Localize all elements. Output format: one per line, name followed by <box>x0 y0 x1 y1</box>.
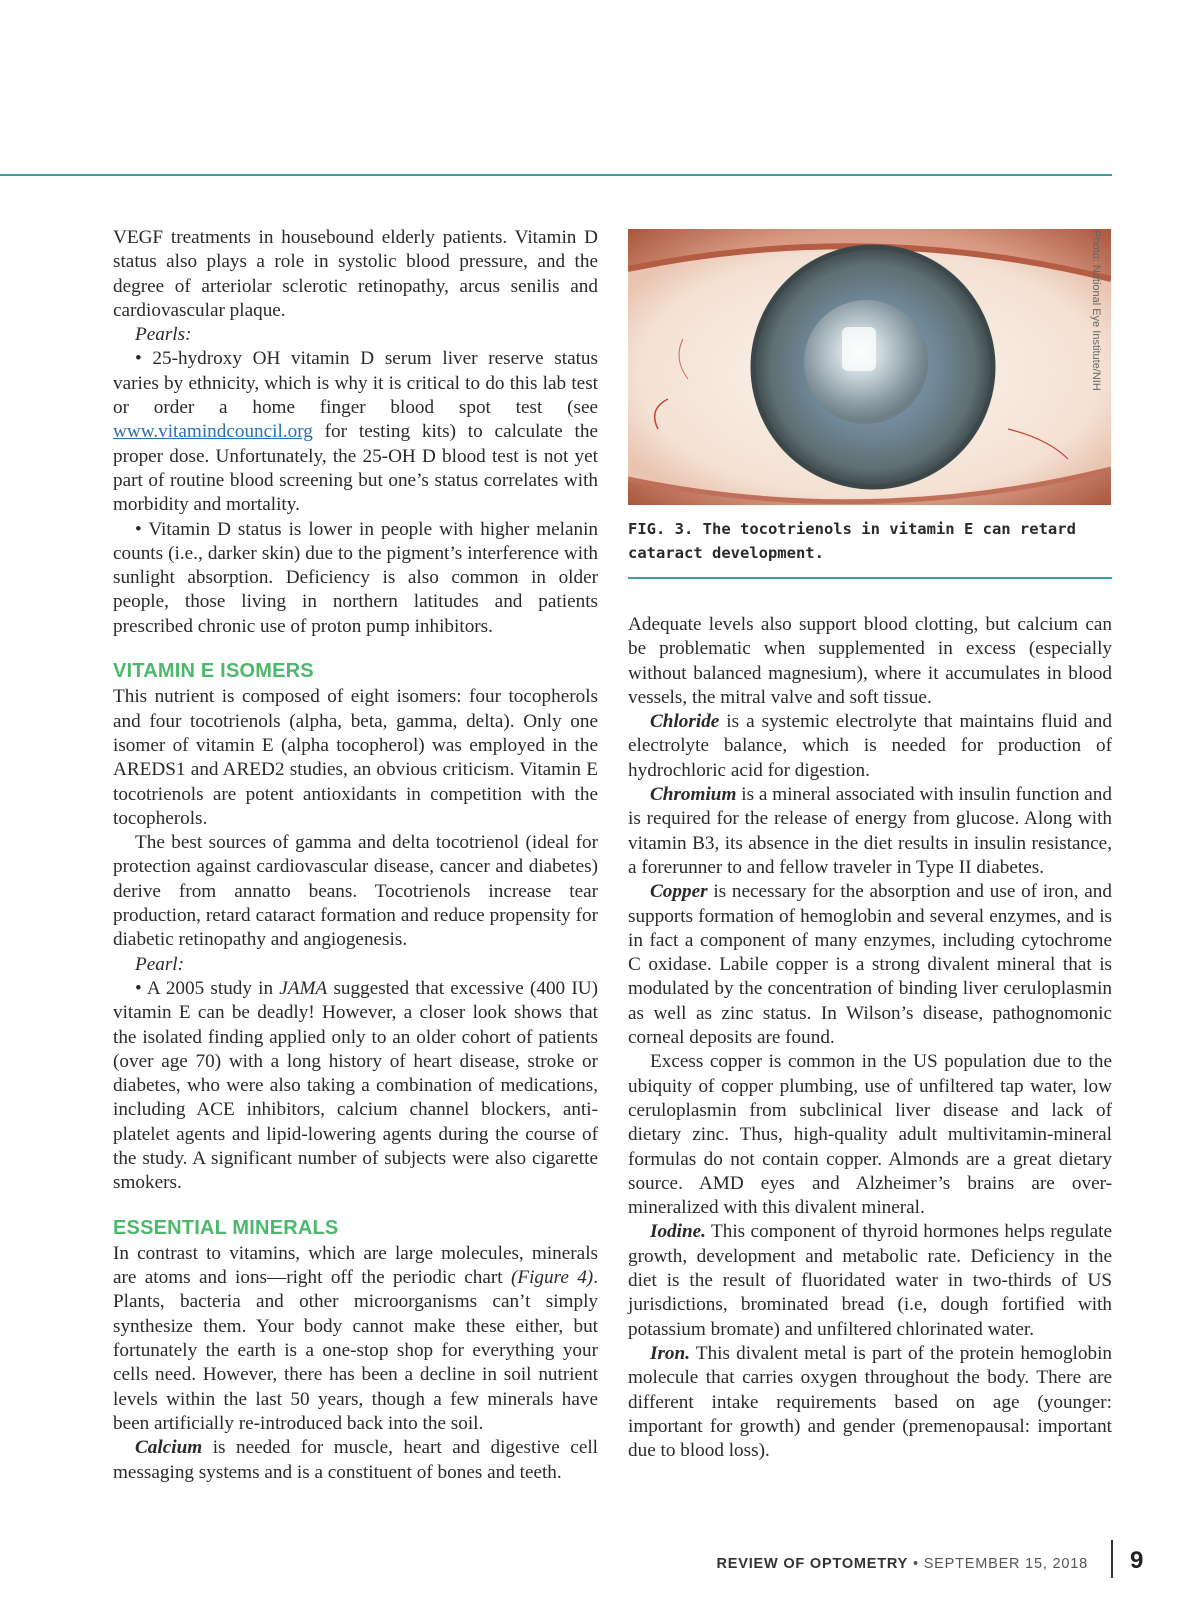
vitamin-e-paragraph-2: The best sources of gamma and delta tocotrienol (ideal for protection against cardiovascular disease, cancer and diabetes) derive from annatto beans. Tocotrienols increase tear production, retard cataract formation and reduce propensity for diabetic retinopathy and angiogenesis. <box>113 832 598 951</box>
minerals-text-b: . Plants, bacteria and other microorganisms can’t simply synthesize them. Your body cannot make these either, but fortunately the earth is a one-stop shop for everything your cells need. However, there has been a decline in soil nutrient levels within the last 50 years, though a few minerals have been artificially re-introduced back into the soil. <box>113 1267 598 1434</box>
chromium-paragraph <box>628 783 1112 880</box>
chromium-term: Chromium <box>650 784 737 806</box>
calcium-text: is needed for muscle, heart and digestive cell messaging systems and is a constituent of bones and teeth. <box>113 1437 598 1483</box>
bullet1-text-a: • 25-hydroxy OH vitamin D serum liver reserve status varies by ethnicity, which is why it is critical to do this lab test or order a home finger blood spot test (see <box>113 348 598 419</box>
vitamindcouncil-link[interactable]: www.vitamindcouncil.org <box>113 421 313 443</box>
jama-text-b: suggested that excessive (400 IU) vitamin E can be deadly! However, a closer look shows that the isolated finding applied only to an older cohort of patients (over age 70) with a long history of heart disease, stroke or diabetes, who were also taking a combination of medications, including ACE inhibitors, calcium channel blockers, anti-platelet agents and lipid-lowering agents during the course of the study. A significant number of subjects were also cigarette smokers. <box>113 977 598 1194</box>
iron-paragraph <box>628 1342 1112 1463</box>
right-column <box>628 613 1112 1463</box>
header-rule <box>0 174 1112 176</box>
figure-4-ref: (Figure 4) <box>510 1267 594 1289</box>
copper-paragraph <box>628 880 1112 1050</box>
photo-credit: Photo: National Eye Institute/NIH <box>1090 230 1102 391</box>
publication-name: REVIEW OF OPTOMETRY <box>716 1556 909 1572</box>
eye-image <box>628 229 1111 505</box>
left-column <box>113 226 598 1485</box>
heading-vitamin-e-isomers: VITAMIN E ISOMERS <box>113 660 314 683</box>
pearl-label: Pearl: <box>135 953 185 975</box>
page-footer <box>600 1556 1088 1572</box>
copper-paragraph-2: Excess copper is common in the US population due to the ubiquity of copper plumbing, use of unfiltered tap water, low ceruloplasmin from subclinical liver disease and lack of dietary zinc. Thus, high-quality adult multivitamin-mineral formulas do not contain copper. Almonds are a great dietary source. AMD eyes and Alzheimer’s brains are over-mineralized with this divalent mineral. <box>628 1051 1112 1219</box>
issue-date: SEPTEMBER 15, 2018 <box>923 1556 1088 1572</box>
copper-term: Copper <box>650 881 708 903</box>
journal-name: JAMA <box>279 977 328 999</box>
chloride-text: is a systemic electrolyte that maintains fluid and electrolyte balance, which is needed for production of hydrochloric acid for digestion. <box>628 711 1112 781</box>
vitamin-e-pearl-bullet <box>113 977 598 1196</box>
footer-divider <box>1111 1540 1113 1578</box>
chloride-paragraph <box>628 710 1112 783</box>
calcium-continued-paragraph: Adequate levels also support blood clotting, but calcium can be problematic when supplemented in excess (especially without balanced magnesium), where it accumulates in blood vessels, the mitral valve and soft tissue. <box>628 614 1112 708</box>
minerals-paragraph <box>113 1242 598 1436</box>
bullet1-text-b: for testing kits) to calculate the proper dose. Unfortunately, the 25-OH D blood test is not yet part of routine blood screening but one’s status correlates with morbidity and mortality. <box>113 421 598 516</box>
heading-essential-minerals: ESSENTIAL MINERALS <box>113 1216 339 1239</box>
pearls-label: Pearls: <box>135 324 192 346</box>
footer-separator: • <box>908 1556 924 1572</box>
caption-rule <box>628 577 1112 579</box>
page-number: 9 <box>1130 1547 1144 1574</box>
iodine-paragraph <box>628 1220 1112 1341</box>
chromium-text: is a mineral associated with insulin function and is required for the release of energy from glucose. Along with vitamin B3, its absence in the diet results in insulin resistance, a forerunner to and fellow traveler in Type II diabetes. <box>628 784 1112 878</box>
iodine-text: This component of thyroid hormones helps regulate growth, development and metabolic rate. Deficiency in the diet is the result of fluoridated water in two-thirds of US jurisdictions, brominated bread (i.e, dough fortified with potassium bromate) and unfiltered chlorinated water. <box>628 1221 1112 1340</box>
chloride-term: Chloride <box>650 711 720 733</box>
intro-paragraph: VEGF treatments in housebound elderly patients. Vitamin D status also plays a role in systolic blood pressure, and the degree of arteriolar sclerotic retinopathy, arcus senilis and cardiovascular plaque. <box>113 227 598 321</box>
vitamin-e-paragraph-1: This nutrient is composed of eight isomers: four tocopherols and four tocotrienols (alpha, beta, gamma, delta). Only one isomer of vitamin E (alpha tocopherol) was employed in the AREDS1 and ARED2 studies, an obvious criticism. Vitamin E tocotrienols are potent antioxidants in competition with the tocopherols. <box>113 686 598 829</box>
pearl-bullet-2: • Vitamin D status is lower in people with higher melanin counts (i.e., darker skin) due to the pigment’s interference with sunlight absorption. Deficiency is also common in older people, those living in northern latitudes and patients prescribed chronic use of proton pump inhibitors. <box>113 518 598 637</box>
jama-text-a: • A 2005 study in <box>135 977 280 999</box>
calcium-term: Calcium <box>135 1437 203 1459</box>
calcium-paragraph <box>113 1436 598 1485</box>
cataract-eye-photo <box>628 229 1111 505</box>
iron-text: This divalent metal is part of the protein hemoglobin molecule that carries oxygen throughout the body. There are different intake requirements based on age (younger: important for growth) and gender (premenopausal: important due to blood loss). <box>628 1342 1112 1462</box>
minerals-text-a: In contrast to vitamins, which are large molecules, minerals are atoms and ions—right off the periodic chart <box>113 1242 598 1289</box>
figure-caption: FIG. 3. The tocotrienols in vitamin E can retard cataract development. <box>628 520 1076 562</box>
pearl-bullet-1 <box>113 347 598 517</box>
iron-term: Iron. <box>650 1342 690 1364</box>
iodine-term: Iodine. <box>650 1221 706 1243</box>
copper-text: is necessary for the absorption and use of iron, and supports formation of hemoglobin and several enzymes, and is in fact a component of many enzymes, including cytochrome C oxidase. Labile copper is a strong divalent mineral that is modulated by the concentration of binding liver ceruloplasmin as well as zinc status. In Wilson’s disease, pathognomonic corneal deposits are found. <box>628 881 1112 1049</box>
